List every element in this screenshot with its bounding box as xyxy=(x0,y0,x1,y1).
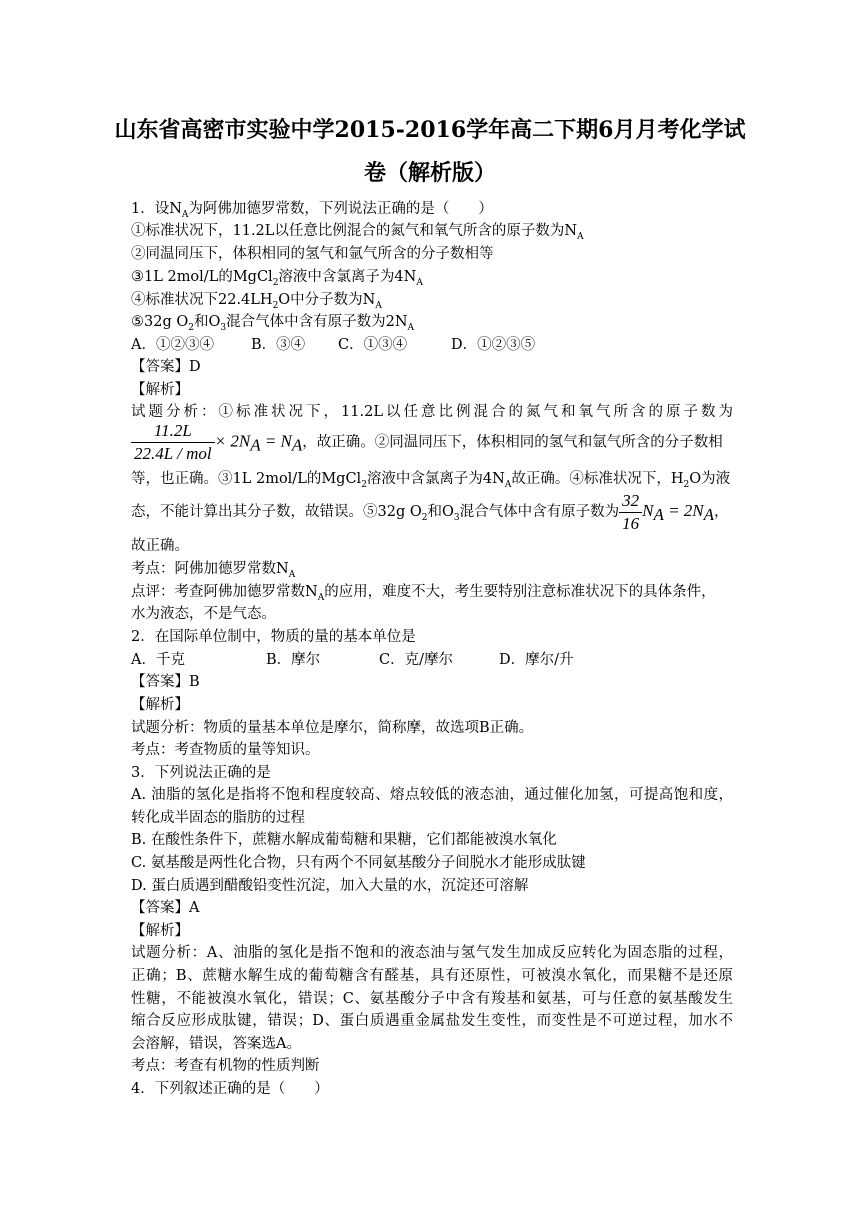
document-title-line1: 山东省高密市实验中学2015-2016学年高二下期6月月考化学试 xyxy=(114,117,746,143)
q3-answer: 【答案】A xyxy=(131,900,200,916)
q1-statement-2: ②同温同压下，体积相同的氢气和氩气所含的分子数相等 xyxy=(131,246,494,262)
q2-option-a: A．千克 xyxy=(131,652,185,668)
q1-option-c: C．①③④ xyxy=(338,337,408,353)
q1-statement-5: ⑤32g $O_2$和$O_3$混合气体中含有原子数为$2N_A$ xyxy=(131,314,415,333)
q1-option-b: B．③④ xyxy=(251,337,306,353)
q1-analysis-line4: 态，不能计算出其分子数，故错误。⑤32g $O_2$和$O_3$混合气体中含有原子数为 $\frac{32}{16}$ $N_A = 2N_A$， xyxy=(131,490,729,533)
q3-kaodian: 考点：考查有机物的性质判断 xyxy=(131,1058,320,1074)
q3-analysis-line5: 会溶解，错误，答案选A。 xyxy=(131,1036,301,1052)
q3-stem: 3．下列说法正确的是 xyxy=(131,765,271,781)
q1-dianping-line2: 水为液态，不是气态。 xyxy=(131,606,276,622)
q1-analysis-line3: 等，也正确。③1L 2mol/L的MgCl$_2$溶液中含氯离子为$4N_A$故正确。④标准状况下，$H_2O$为液 xyxy=(131,471,731,490)
q3-analysis-heading: 【解析】 xyxy=(131,923,189,939)
q2-options xyxy=(131,650,574,670)
q3-option-d: D. 蛋白质遇到醋酸铅变性沉淀，加入大量的水，沉淀还可溶解 xyxy=(131,878,529,894)
q1-stem: 1．设$N_A$为阿佛加德罗常数，下列说法正确的是（ ） xyxy=(131,201,493,220)
q3-analysis-line2: 正确；B、蔗糖水解生成的葡萄糖含有醛基，具有还原性，可被溴水氧化，而果糖不是还原 xyxy=(131,968,733,984)
q2-analysis-heading: 【解析】 xyxy=(131,697,189,713)
q3-option-a-line1: A. 油脂的氢化是指将不饱和程度较高、熔点较低的液态油，通过催化加氢，可提高饱和度， xyxy=(131,787,733,803)
q1-analysis-heading: 【解析】 xyxy=(131,382,189,398)
q1-statement-3: ③1L 2mol/L的MgCl$_2$溶液中含氯离子为$4N_A$ xyxy=(131,269,423,288)
q1-answer: 【答案】D xyxy=(131,359,201,375)
q2-option-c: C．克/摩尔 xyxy=(379,652,453,668)
q2-kaodian: 考点：考查物质的量等知识。 xyxy=(131,742,320,758)
q1-statement-1: ①标准状况下，11.2L以任意比例混合的氮气和氧气所含的原子数为$N_A$ xyxy=(131,223,584,242)
document-title-line2: 卷（解析版） xyxy=(363,160,496,186)
q3-option-b: B. 在酸性条件下，蔗糖水解成葡萄糖和果糖，它们都能被溴水氧化 xyxy=(131,832,557,848)
q3-analysis-line3: 性糖，不能被溴水氧化，错误；C、氨基酸分子中含有羧基和氨基，可与任意的氨基酸发生 xyxy=(131,991,733,1007)
q3-analysis-line4: 缩合反应形成肽键，错误；D、蛋白质遇重金属盐发生变性，而变性是不可逆过程，加水不 xyxy=(131,1013,733,1029)
q2-answer: 【答案】B xyxy=(131,674,200,690)
q4-stem: 4．下列叙述正确的是（ ） xyxy=(131,1081,329,1097)
q1-fraction-1: $\frac{11.2L}{\text{22.4L / mol}}$ xyxy=(131,420,215,465)
q2-analysis: 试题分析：物质的量基本单位是摩尔，简称摩，故选项B正确。 xyxy=(131,720,534,736)
q1-dianping-line1: 点评：考查阿佛加德罗常数$N_A$的应用，难度不大，考生要特别注意标准状况下的具体条件， xyxy=(131,584,716,603)
q1-fraction-2: $\frac{32}{16}$ xyxy=(619,490,642,535)
q2-option-d: D．摩尔/升 xyxy=(499,652,574,668)
q1-analysis-line2: $\frac{11.2L}{\text{22.4L / mol}}$ × $2N_A = N_A$，故正确。②同温同压下，体积相同的氢气和氩气所含的分子数相 xyxy=(131,420,723,465)
q3-option-a-line2: 转化成半固态的脂肪的过程 xyxy=(131,810,305,826)
q1-options xyxy=(131,335,535,355)
q2-stem: 2．在国际单位制中，物质的量的基本单位是 xyxy=(131,629,416,645)
q1-analysis-line1: 试题分析：①标准状况下，11.2L以任意比例混合的氮气和氧气所含的原子数为 xyxy=(131,404,733,420)
q2-option-b: B．摩尔 xyxy=(266,652,321,668)
q1-analysis-line5: 故正确。 xyxy=(131,538,189,554)
q1-kaodian: 考点：阿佛加德罗常数$N_A$ xyxy=(131,561,296,580)
q1-statement-4: ④标准状况下$22.4LH_2O$中分子数为$N_A$ xyxy=(131,292,382,311)
q3-option-c: C. 氨基酸是两性化合物，只有两个不同氨基酸分子间脱水才能形成肽键 xyxy=(131,855,586,871)
q3-analysis-line1: 试题分析：A、油脂的氢化是指不饱和的液态油与氢气发生加成反应转化为固态脂的过程， xyxy=(131,945,733,961)
q1-option-d: D．①②③⑤ xyxy=(451,337,536,353)
q1-option-a: A．①②③④ xyxy=(131,337,214,353)
